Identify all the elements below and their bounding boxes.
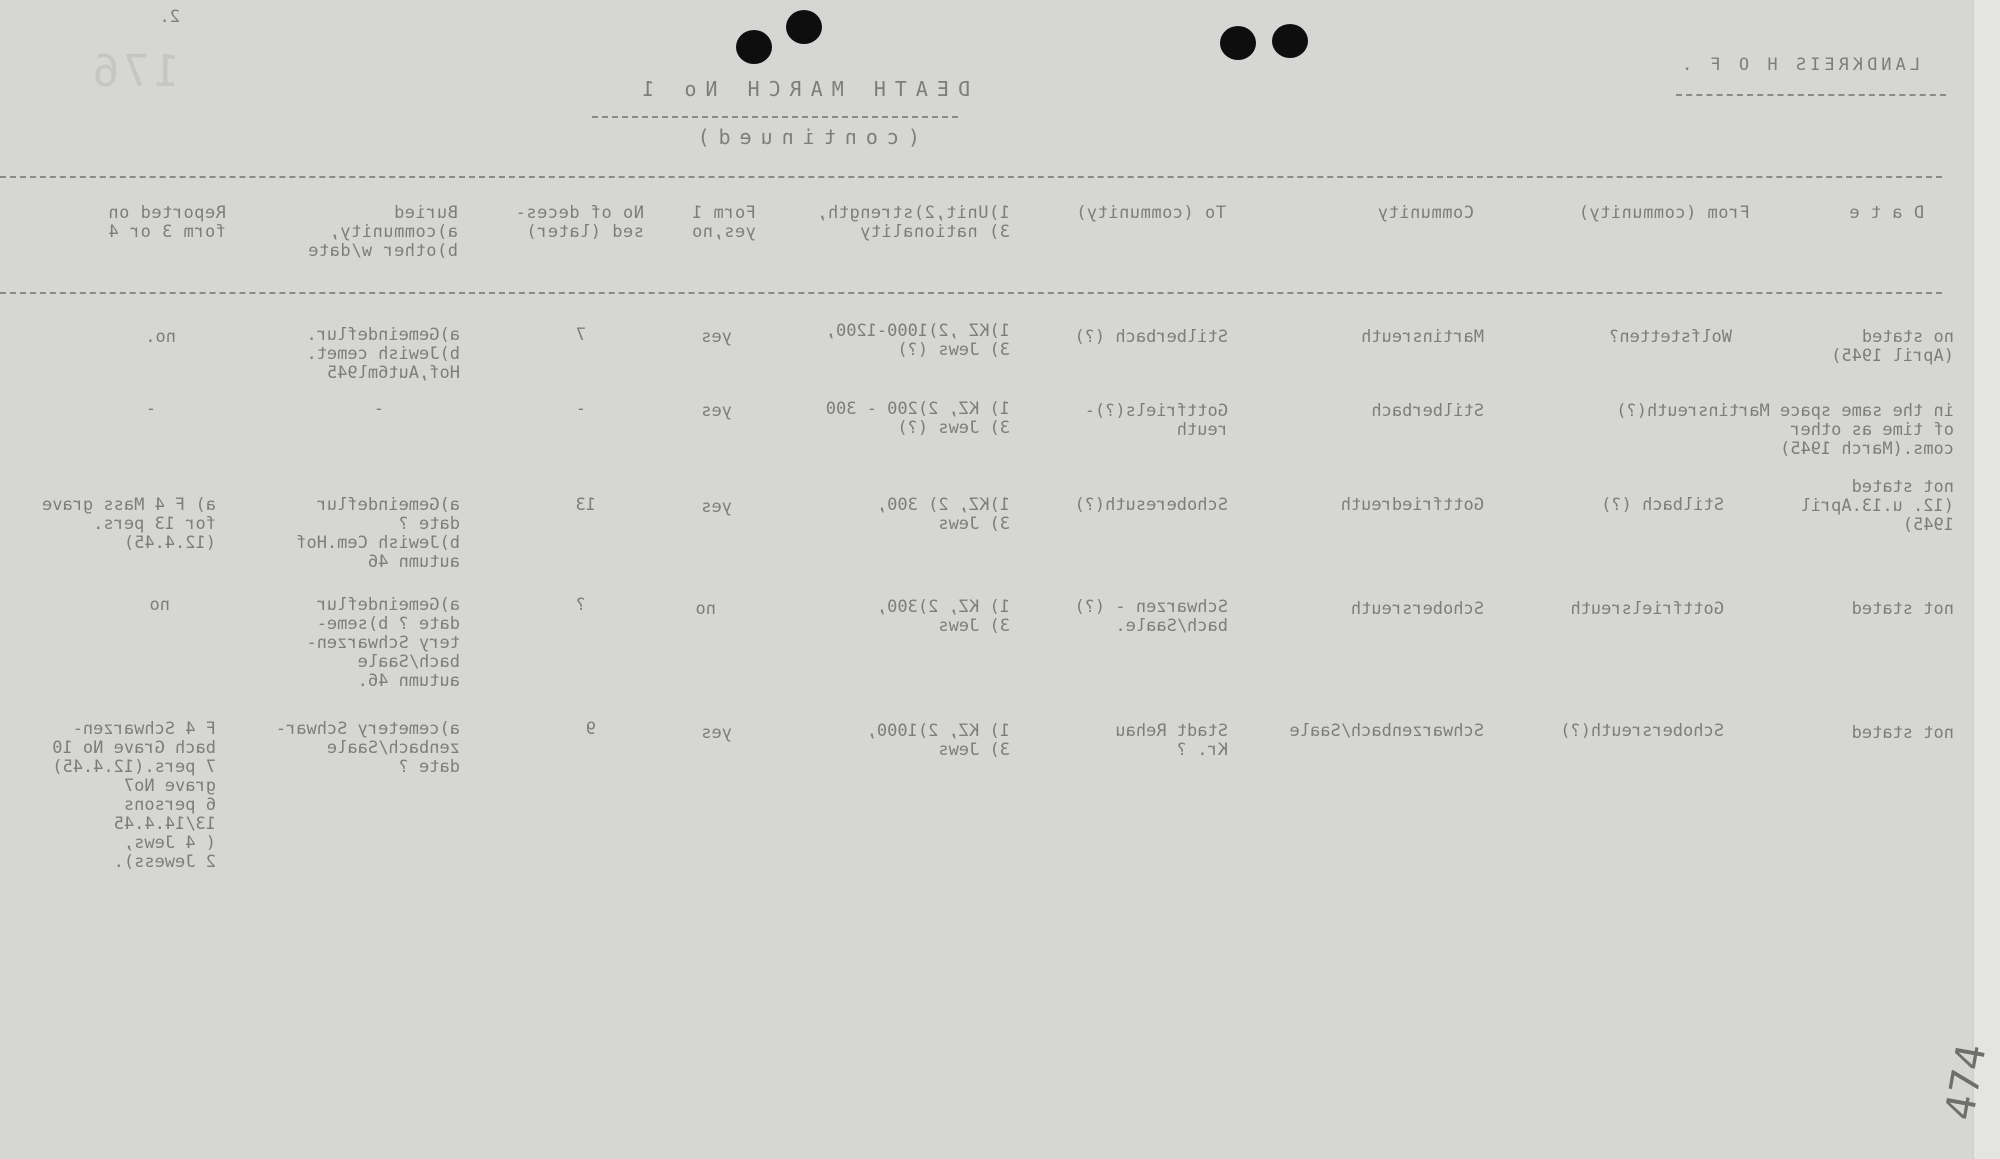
header-rule-top [0, 176, 1942, 178]
row3-date: not stated (12. u.13.April 1945) [1800, 477, 1954, 535]
row1-reported: no. [145, 327, 176, 347]
header-to: To (community) [1075, 203, 1226, 223]
page-number: 2. [159, 7, 180, 27]
document-subtitle: (continued) [688, 125, 920, 149]
row3-form: yes [701, 497, 732, 517]
row4-buried: a)Gemeindeflur date ? b)seme- tery Schwarzen- bach/Saale autumn 46. [306, 595, 460, 691]
handwritten-page-number: 474 [1936, 1040, 1996, 1124]
row5-form: yes [701, 723, 732, 743]
row2-form: yes [701, 401, 732, 421]
header-community: Community [1377, 203, 1474, 223]
header-unit: 1)Unit,2)strength, 3) nationality [816, 203, 1010, 242]
header-form: Form 1 yes,no [691, 203, 756, 242]
row2-date: in the same space Martinsreuth(?) of time as other coms.(March 1945) [1616, 401, 1954, 459]
header-buried: Buried a)community, b)other w/date [307, 203, 458, 261]
header-rule-bottom [0, 292, 1942, 294]
row3-from: Stilbach (?) [1601, 495, 1724, 515]
row1-to: Stilberbach (?) [1074, 327, 1228, 347]
title-underline [592, 116, 958, 118]
row5-reported: F 4 Schwarzen- bach Grave No 10 7 pers.(12.4.45) grave No7 6 persons 13/14.4.45 ( 4 Jews, 2 Jewess). [52, 719, 216, 872]
row5-date: not stated [1851, 723, 1954, 743]
row5-unit: 1) KZ, 2)1000, 3) Jews [866, 721, 1010, 760]
row3-buried: a)Gemeindeflur date ? b)Jewish Cem.Hof autumn 46 [296, 495, 460, 572]
row3-unit: 1)KZ, 2) 300, 3) Jews [876, 495, 1010, 534]
row5-to: Stadt Rehau Kr. ? [1115, 721, 1228, 760]
row1-from: Wolfstetten? [1609, 327, 1732, 347]
row1-buried: a)Gemeindeflur. b)Jewish cemet. Hof,Aut6ml945 [306, 325, 460, 383]
header-reported: Reported on form 3 or 4 [107, 203, 226, 242]
row2-deaths: - [575, 399, 586, 419]
row4-date: not stated [1851, 599, 1954, 619]
district-label: LANDKREIS H O F . [1678, 55, 1920, 75]
row2-buried: - [373, 399, 384, 419]
row4-deaths: ? [575, 595, 586, 615]
row5-deaths: 9 [585, 719, 596, 739]
row5-from: Schobersreuth(?) [1560, 721, 1724, 741]
row1-unit: 1)KZ ,2)1000-1200, 3) Jews (?) [825, 321, 1010, 360]
header-date: D a t e [1848, 203, 1924, 223]
header-from: From (community) [1578, 203, 1750, 223]
row1-deaths: 7 [575, 325, 586, 345]
row2-reported: - [145, 399, 156, 419]
row3-community: Gottfriedreuth [1340, 495, 1484, 515]
row4-from: Gottfrielsreuth [1570, 599, 1724, 619]
row3-reported: a) F 4 Mass grave for 13 pers. (12.4.45) [42, 495, 216, 553]
row1-date: no stated (April 1945) [1831, 327, 1954, 366]
row4-reported: no [149, 595, 170, 615]
district-underline [1676, 94, 1946, 96]
row1-community: Martinsreuth [1361, 327, 1484, 347]
row5-buried: a)cemetery Schwar- zenbach/Saale date ? [275, 719, 460, 777]
faint-page-number: 176 [88, 46, 180, 97]
header-deaths: No of deces- sed (later) [515, 203, 644, 242]
row3-deaths: 13 [575, 495, 596, 515]
row4-form: no [695, 599, 716, 619]
row4-unit: 1) KZ, 2)300, 3) Jews [876, 597, 1010, 636]
row5-community: Schwarzenbach/Saale [1289, 721, 1484, 741]
row4-to: Schwarzen - (?) bach/Saale. [1074, 597, 1228, 636]
row2-community: Stilberbach [1371, 401, 1484, 421]
document-title: DEATH MARCH No 1 [633, 77, 970, 101]
row3-to: Schoberesuth(?) [1074, 495, 1228, 515]
row1-form: yes [701, 327, 732, 347]
row2-unit: 1) KZ, 2)200 - 300 3) Jews (?) [825, 399, 1010, 438]
row2-to: Gottfriels(?)- reuth [1084, 401, 1228, 440]
row4-community: Schobersreuth [1350, 599, 1484, 619]
